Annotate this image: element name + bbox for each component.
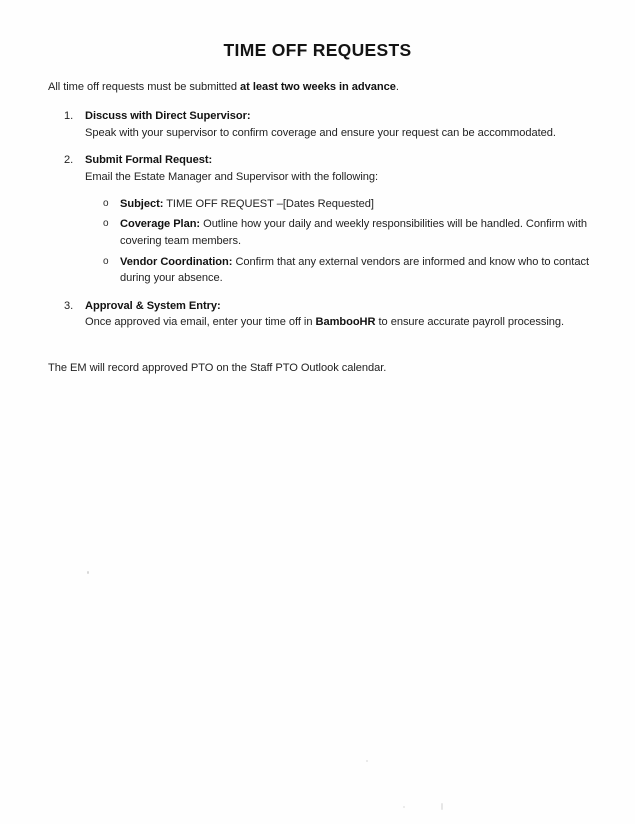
step-heading: Discuss with Direct Supervisor: [85, 110, 251, 123]
sub-bullet-text: TIME OFF REQUEST –[Dates Requested] [163, 197, 374, 210]
step-item-submit-formal-request [0, 152, 635, 286]
scan-speck [87, 571, 89, 574]
step-heading: Approval & System Entry: [85, 299, 221, 312]
intro-trailing-text: . [395, 81, 399, 93]
scan-speck [403, 806, 405, 808]
step-heading: Submit Formal Request: [85, 154, 213, 167]
scan-speck [366, 760, 368, 762]
step-number: 2. [64, 154, 74, 167]
step-number: 1. [64, 110, 74, 123]
sub-bullet-list [85, 196, 595, 287]
page-title: TIME OFF REQUESTS [223, 40, 412, 60]
sub-bullet-label: Coverage Plan: [120, 218, 201, 231]
circle-bullet-icon: o [103, 197, 109, 209]
circle-bullet-icon: o [103, 218, 109, 230]
step-item-approval-and-system-entry [0, 298, 635, 331]
sub-bullet-subject [85, 196, 590, 213]
sub-bullet-vendor-coordination [85, 254, 590, 287]
step-body-lead-text: Once approved via email, enter your time off in [85, 316, 316, 329]
intro-lead-text: All time off requests must be submitted [48, 81, 241, 93]
step-number: 3. [64, 299, 74, 312]
intro-emphasis-text: at least two weeks in advance [240, 81, 396, 93]
step-body [85, 314, 580, 331]
closing-paragraph: The EM will record approved PTO on the Staff PTO Outlook calendar. [48, 362, 387, 375]
scan-speck [441, 803, 443, 810]
sub-bullet-text: Confirm that any external vendors are informed and know who to contact during your absence. [120, 255, 589, 285]
sub-bullet-label: Subject: [120, 197, 164, 210]
step-item-discuss-with-supervisor [0, 108, 635, 141]
circle-bullet-icon: o [103, 255, 109, 267]
document-body [0, 0, 635, 376]
step-body-emphasis-text: BambooHR [315, 316, 376, 329]
step-body-trailing-text: to ensure accurate payroll processing. [375, 316, 565, 329]
intro-paragraph [0, 61, 635, 95]
numbered-steps-list [0, 95, 635, 331]
sub-bullet-text: Outline how your daily and weekly responsibilities will be handled. Confirm with covering team members. [120, 218, 587, 247]
step-body: Speak with your supervisor to confirm coverage and ensure your request can be accommodated. [85, 126, 556, 139]
step-body: Email the Estate Manager and Supervisor with the following: [85, 171, 379, 183]
sub-bullet-coverage-plan [85, 216, 590, 249]
sub-bullet-label: Vendor Coordination: [120, 255, 233, 268]
